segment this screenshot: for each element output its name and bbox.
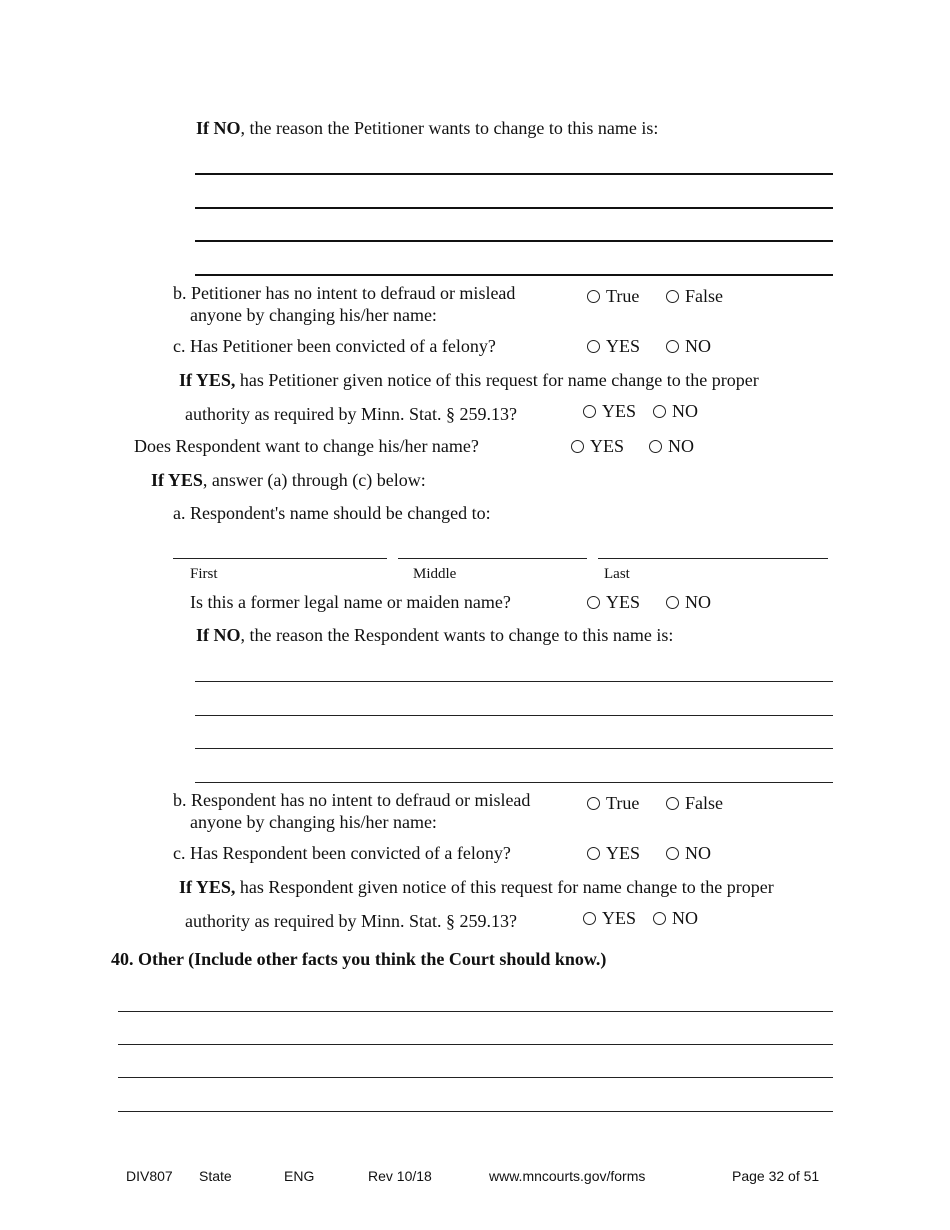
middle-name-line[interactable] [398, 558, 587, 559]
first-name-line[interactable] [173, 558, 387, 559]
respondent-b-line2: anyone by changing his/her name: [190, 812, 437, 832]
respondent-yes-option[interactable]: YES [571, 437, 624, 455]
petitioner-reason-line-2[interactable] [195, 207, 833, 209]
petitioner-notice-prompt: If YES, has Petitioner given notice of this request for name change to the proper [179, 370, 759, 390]
respondent-c-yes-option[interactable]: YES [587, 844, 640, 862]
radio-circle-icon[interactable] [583, 405, 596, 418]
section-40-heading: 40. Other (Include other facts you think the Court should know.) [111, 949, 607, 969]
respondent-notice-prompt: If YES, has Respondent given notice of this request for name change to the proper [179, 877, 774, 897]
other-facts-line-2[interactable] [118, 1044, 833, 1045]
petitioner-if-no-prompt: If NO, the reason the Petitioner wants to change to this name is: [196, 118, 659, 138]
respondent-reason-line-1[interactable] [195, 681, 833, 682]
respondent-notice-yes-option[interactable]: YES [583, 909, 636, 927]
petitioner-reason-line-3[interactable] [195, 240, 833, 242]
petitioner-reason-line-4[interactable] [195, 274, 833, 276]
petitioner-reason-line-1[interactable] [195, 173, 833, 175]
other-facts-line-3[interactable] [118, 1077, 833, 1078]
radio-circle-icon[interactable] [666, 797, 679, 810]
last-name-line[interactable] [598, 558, 828, 559]
first-name-label: First [190, 566, 218, 582]
footer-language: ENG [284, 1168, 315, 1184]
radio-circle-icon[interactable] [666, 847, 679, 860]
last-name-label: Last [604, 566, 630, 582]
other-facts-line-1[interactable] [118, 1011, 833, 1012]
petitioner-b-false-option[interactable]: False [666, 287, 723, 305]
respondent-if-yes-instruction: If YES, answer (a) through (c) below: [151, 470, 426, 490]
respondent-question: Does Respondent want to change his/her name? [134, 436, 479, 456]
radio-circle-icon[interactable] [587, 290, 600, 303]
respondent-b-false-option[interactable]: False [666, 794, 723, 812]
respondent-no-option[interactable]: NO [649, 437, 694, 455]
respondent-c-no-option[interactable]: NO [666, 844, 711, 862]
petitioner-notice-yes-option[interactable]: YES [583, 402, 636, 420]
radio-circle-icon[interactable] [649, 440, 662, 453]
former-name-no-option[interactable]: NO [666, 593, 711, 611]
radio-circle-icon[interactable] [666, 290, 679, 303]
former-name-question: Is this a former legal name or maiden name? [190, 592, 511, 612]
radio-circle-icon[interactable] [587, 847, 600, 860]
petitioner-b-true-option[interactable]: True [587, 287, 639, 305]
radio-circle-icon[interactable] [583, 912, 596, 925]
former-name-yes-option[interactable]: YES [587, 593, 640, 611]
footer-page-number: Page 32 of 51 [732, 1168, 820, 1184]
petitioner-authority-text: authority as required by Minn. Stat. § 259.13? [185, 404, 517, 424]
respondent-notice-no-option[interactable]: NO [653, 909, 698, 927]
respondent-reason-line-3[interactable] [195, 748, 833, 749]
petitioner-b-line1: b. Petitioner has no intent to defraud or mislead [173, 283, 516, 303]
respondent-b-true-option[interactable]: True [587, 794, 639, 812]
radio-circle-icon[interactable] [653, 405, 666, 418]
radio-circle-icon[interactable] [571, 440, 584, 453]
respondent-a-label: a. Respondent's name should be changed to: [173, 503, 491, 523]
respondent-if-no-prompt: If NO, the reason the Respondent wants to change to this name is: [196, 625, 674, 645]
respondent-c-question: c. Has Respondent been convicted of a felony? [173, 843, 511, 863]
petitioner-c-no-option[interactable]: NO [666, 337, 711, 355]
footer-url: www.mncourts.gov/forms [489, 1168, 646, 1184]
radio-circle-icon[interactable] [587, 340, 600, 353]
petitioner-b-line2: anyone by changing his/her name: [190, 305, 437, 325]
footer-revision: Rev 10/18 [368, 1168, 432, 1184]
footer-form-id: DIV807 [126, 1168, 173, 1184]
footer-state: State [199, 1168, 232, 1184]
radio-circle-icon[interactable] [666, 596, 679, 609]
radio-circle-icon[interactable] [666, 340, 679, 353]
respondent-reason-line-2[interactable] [195, 715, 833, 716]
respondent-authority-text: authority as required by Minn. Stat. § 259.13? [185, 911, 517, 931]
respondent-b-line1: b. Respondent has no intent to defraud or mislead [173, 790, 531, 810]
radio-circle-icon[interactable] [587, 797, 600, 810]
petitioner-c-yes-option[interactable]: YES [587, 337, 640, 355]
other-facts-line-4[interactable] [118, 1111, 833, 1112]
petitioner-notice-no-option[interactable]: NO [653, 402, 698, 420]
respondent-reason-line-4[interactable] [195, 782, 833, 783]
radio-circle-icon[interactable] [653, 912, 666, 925]
middle-name-label: Middle [413, 566, 457, 582]
radio-circle-icon[interactable] [587, 596, 600, 609]
petitioner-c-question: c. Has Petitioner been convicted of a felony? [173, 336, 496, 356]
